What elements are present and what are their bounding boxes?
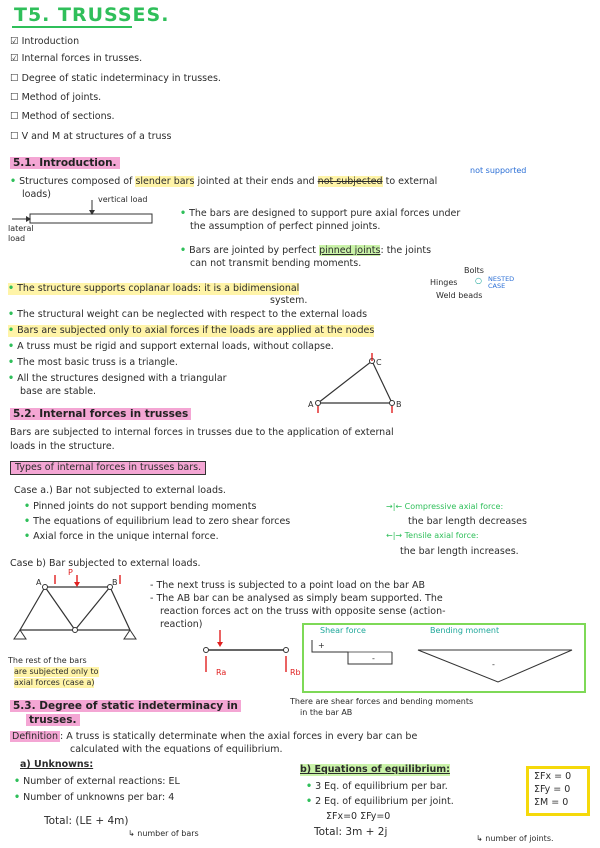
highlight-text: not subjected	[317, 176, 383, 187]
plus-sign: +	[318, 641, 325, 650]
joint-node	[316, 401, 321, 406]
dash-icon: -	[150, 580, 154, 591]
case-b-point	[150, 593, 443, 605]
page-title: T5. TRUSSES.	[14, 4, 170, 26]
intro-point-cont: system.	[270, 295, 308, 306]
case-b-heading: Case b) Bar subjected to external loads.	[10, 558, 201, 569]
intro-point	[8, 357, 178, 369]
minus-sign: -	[372, 654, 375, 663]
node-label: C	[376, 358, 382, 367]
section-heading-5-2: 5.2. Internal forces in trusses	[10, 408, 191, 420]
types-heading: Types of internal forces in trusses bars.	[10, 461, 206, 475]
shear-note: There are shear forces and bending moments	[290, 697, 474, 706]
toc-label: Method of joints.	[21, 92, 102, 103]
checkbox-icon: ☐	[10, 73, 19, 84]
compressive-icon: →|←	[386, 502, 403, 511]
joint-node	[390, 401, 395, 406]
case-a-point	[24, 516, 290, 528]
node-label: A	[308, 400, 314, 409]
bullet-icon: •	[8, 325, 15, 336]
title-underline	[12, 26, 132, 28]
nested-label: NESTED CASE	[488, 275, 515, 290]
total-unknowns: Total: (LE + 4m)	[44, 815, 129, 827]
bullet-icon: •	[8, 283, 15, 294]
checkbox-icon: ☐	[10, 131, 19, 142]
joint-node	[73, 628, 78, 633]
support-icon	[14, 630, 26, 639]
load-label: P	[68, 568, 73, 577]
intro-point	[8, 309, 367, 321]
tensile-note: the bar length increases.	[400, 546, 519, 557]
intro-bullet	[10, 176, 437, 188]
bars-note	[180, 208, 460, 220]
node-label: B	[112, 578, 118, 587]
minus-sign: -	[492, 660, 495, 669]
text: Number of external reactions: EL	[23, 776, 180, 787]
checkbox-icon: ☑	[10, 53, 19, 64]
equations-item	[306, 796, 454, 808]
truss-bar	[110, 587, 130, 630]
checkbox-icon: ☑	[10, 36, 19, 47]
section-intro: Bars are subjected to internal forces in trusses due to the application of external	[10, 427, 394, 438]
text: 3 Eq. of equilibrium per bar.	[315, 781, 448, 792]
intro-point	[8, 325, 374, 337]
text: The bars are designed to support pure axial forces under	[189, 208, 461, 219]
shear-note-cont: in the bar AB	[300, 708, 353, 717]
arrow-head	[217, 642, 223, 647]
bullet-icon: •	[24, 516, 31, 527]
hinge-icon: ○	[475, 276, 482, 285]
text: to external	[385, 176, 438, 187]
text: Tensile axial force:	[404, 531, 479, 540]
bullet-icon: •	[10, 176, 17, 187]
equations-sum: ΣFx=0 ΣFy=0	[326, 811, 391, 822]
rest-note: The rest of the bars	[8, 656, 87, 665]
total-equations: Total: 3m + 2j	[314, 826, 388, 838]
section-intro-cont: loads in the structure.	[10, 441, 115, 452]
compressive-note: the bar length decreases	[408, 516, 527, 527]
moment-diagram	[418, 650, 572, 682]
toc-label: V and M at structures of a truss	[21, 131, 172, 142]
welded-label: Weld beads	[436, 291, 483, 300]
bolts-label: Bolts	[464, 266, 484, 275]
compressive-label	[386, 502, 503, 512]
text: The most basic truss is a triangle.	[17, 357, 178, 368]
tensile-icon: ←|→	[386, 531, 403, 540]
text: Bars are subjected only to axial forces if the loads are applied at the nodes	[17, 325, 375, 336]
text: A truss must be rigid and support external loads, without collapse.	[17, 341, 334, 352]
text: Axial force in the unique internal force.	[33, 531, 219, 542]
text: 2 Eq. of equilibrium per joint.	[315, 796, 454, 807]
intro-point	[8, 283, 299, 295]
case-b-point-cont: reaction forces act on the truss with opposite sense (action-	[160, 606, 446, 617]
equilibrium-box	[526, 766, 590, 816]
definition-label: Definition	[12, 731, 59, 742]
text: The next truss is subjected to a point load on the bar AB	[156, 580, 425, 591]
toc-item	[10, 111, 115, 123]
text: The equations of equilibrium lead to zero shear forces	[33, 516, 291, 527]
case-a-point	[24, 531, 219, 543]
highlight-text: pinned joints	[319, 245, 381, 256]
joint-node	[204, 648, 209, 653]
equations-title: b) Equations of equilibrium:	[300, 764, 450, 775]
section-heading-5-1: 5.1. Introduction.	[10, 157, 120, 169]
simply-supported-beam	[198, 630, 298, 690]
bullet-icon: •	[14, 776, 21, 787]
intro-point-cont: base are stable.	[20, 386, 97, 397]
toc-label: Introduction	[21, 36, 80, 47]
annotation-note: not supported	[470, 166, 527, 175]
toc-item	[10, 36, 79, 48]
beam-rect	[30, 214, 152, 223]
arrow-head	[74, 582, 80, 587]
equilibrium-eq: ΣM = 0	[534, 797, 569, 808]
toc-item	[10, 131, 171, 143]
truss-bar	[75, 587, 110, 630]
rest-note-cont: axial forces (case a)	[14, 678, 95, 687]
case-b-point-cont: reaction)	[160, 619, 203, 630]
text: Bars are jointed by perfect	[189, 245, 317, 256]
text: The structure supports coplanar loads: it is a bidimensional	[17, 283, 300, 294]
triangle-truss-diagram	[310, 355, 430, 425]
node-label: B	[396, 400, 402, 409]
text: : the joints	[380, 245, 432, 256]
rest-note-cont: are subjected only to	[14, 667, 99, 676]
tensile-label	[386, 531, 479, 541]
checkbox-icon: ☐	[10, 111, 19, 122]
truss-bar	[45, 587, 75, 630]
intro-bullet-cont: loads)	[22, 189, 51, 200]
joint-node	[284, 648, 289, 653]
definition-cont: calculated with the equations of equilibrium.	[70, 744, 283, 755]
text: The structural weight can be neglected with respect to the external loads	[17, 309, 368, 320]
support-icon	[124, 630, 136, 639]
bullet-icon: •	[306, 796, 313, 807]
case-b-point	[150, 580, 425, 592]
toc-label: Degree of static indeterminacy in trusses.	[21, 73, 221, 84]
bullet-icon: •	[306, 781, 313, 792]
bars-note-cont: the assumption of perfect pinned joints.	[190, 221, 381, 232]
text: Number of unknowns per bar: 4	[23, 792, 175, 803]
checkbox-icon: ☐	[10, 92, 19, 103]
bending-title: Bending moment	[430, 626, 500, 635]
unknowns-item	[14, 792, 174, 804]
text: Compressive axial force:	[404, 502, 504, 511]
intro-point	[8, 373, 227, 385]
bullet-icon: •	[8, 357, 15, 368]
bullet-icon: •	[8, 373, 15, 384]
unknowns-item	[14, 776, 180, 788]
text: Pinned joints do not support bending moments	[33, 501, 257, 512]
text: The AB bar can be analysed as simply beam supported. The	[156, 593, 443, 604]
joint-note-cont: can not transmit bending moments.	[190, 258, 362, 269]
vertical-load-label: vertical load	[98, 195, 148, 204]
bullet-icon: •	[8, 341, 15, 352]
case-a-heading: Case a.) Bar not subjected to external loads.	[14, 485, 226, 496]
text: : A truss is statically determinate when the axial forces in every bar can be	[60, 731, 418, 742]
text: jointed at their ends and	[197, 176, 315, 187]
toc-item	[10, 92, 101, 104]
equations-item	[306, 781, 448, 793]
text: All the structures designed with a triangular	[17, 373, 227, 384]
diagram-plots	[308, 636, 578, 686]
definition	[10, 731, 417, 743]
bullet-icon: •	[24, 531, 31, 542]
hinges-label: Hinges	[430, 278, 458, 287]
intro-point	[8, 341, 334, 353]
bullet-icon: •	[180, 245, 187, 256]
text: Structures composed of	[19, 176, 133, 187]
total-equations-note: ↳ number of joints.	[476, 834, 554, 843]
toc-item	[10, 53, 142, 65]
reaction-label: Ra	[216, 668, 227, 677]
equilibrium-eq: ΣFy = 0	[534, 784, 571, 795]
equilibrium-eq: ΣFx = 0	[534, 771, 572, 782]
unknowns-title: a) Unknowns:	[20, 759, 94, 770]
bullet-icon: •	[14, 792, 21, 803]
bullet-icon: •	[24, 501, 31, 512]
highlight-text: slender bars	[135, 176, 195, 187]
bullet-icon: •	[8, 309, 15, 320]
toc-item	[10, 73, 221, 85]
joint-node	[43, 585, 48, 590]
reaction-label: Rb	[290, 668, 301, 677]
toc-label: Method of sections.	[21, 111, 115, 122]
total-unknowns-note: ↳ number of bars	[128, 829, 199, 838]
section-heading-5-3: 5.3. Degree of static indeterminacy in	[10, 700, 241, 712]
section-heading-5-3-cont: trusses.	[26, 714, 80, 726]
case-a-point	[24, 501, 256, 513]
truss-diagram	[10, 575, 150, 655]
toc-label: Internal forces in trusses.	[21, 53, 143, 64]
joint-note	[180, 245, 431, 257]
lateral-load-label: lateral load	[8, 224, 34, 243]
dash-icon: -	[150, 593, 154, 604]
shear-title: Shear force	[320, 626, 366, 635]
truss-bar	[20, 587, 45, 630]
node-label: A	[36, 578, 42, 587]
bullet-icon: •	[180, 208, 187, 219]
